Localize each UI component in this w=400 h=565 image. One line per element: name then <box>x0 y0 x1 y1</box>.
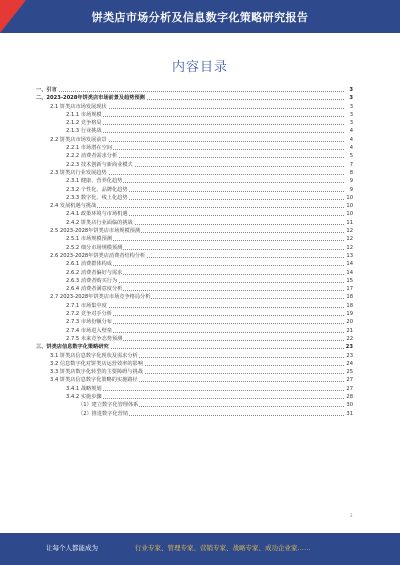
toc-entry-text: 2.7.5 未来竞争态势预测 <box>66 335 123 342</box>
toc-entry-text: 2.3.3 数字化、线上化趋势 <box>66 194 128 201</box>
toc-entry[interactable] <box>36 202 353 210</box>
toc-entry-text: 3.4.1 战略规划 <box>66 385 102 392</box>
toc-entry-page: 3 <box>349 87 353 93</box>
toc-entry-page: 13 <box>346 252 353 259</box>
toc-entry-text: 2.7.2 竞争对手分析 <box>66 311 112 318</box>
toc-entry-text: 3.4 饼类店信息数字化策略的实施路径 <box>50 377 138 384</box>
toc-entry[interactable] <box>36 86 353 94</box>
toc-entry[interactable] <box>36 127 353 135</box>
toc-entry[interactable] <box>36 360 353 368</box>
toc-entry[interactable] <box>36 219 353 227</box>
toc-entry[interactable] <box>36 393 353 401</box>
toc-entry-text: 2.2.2 消费者需求分析 <box>66 153 118 160</box>
toc-entry-page: 4 <box>349 136 353 143</box>
toc-entry-text: （1）建立数字化管理体系 <box>78 402 139 409</box>
toc-leader-dots <box>66 132 344 133</box>
toc-entry[interactable] <box>36 385 353 393</box>
toc-entry-text: 2.2.3 技术创新与新商业模式 <box>66 161 133 168</box>
toc-entry-page: 23 <box>345 344 353 351</box>
toc-entry-text: 2.1.3 行业挑战 <box>66 128 102 135</box>
toc-entry-page: 28 <box>346 393 353 400</box>
toc-entry-text: 2.1.2 竞争格局 <box>66 120 102 127</box>
toc-entry[interactable] <box>36 152 353 160</box>
toc-entry[interactable] <box>36 227 353 235</box>
toc-entry-page: 24 <box>346 360 353 367</box>
toc-entry-page: 21 <box>346 327 353 334</box>
toc-entry[interactable] <box>36 293 353 301</box>
page-number: 2 <box>350 513 353 518</box>
toc-entry[interactable] <box>36 260 353 268</box>
toc-entry-text: 一、引言 <box>36 87 57 93</box>
toc-entry-page: 10 <box>346 203 353 210</box>
toc-entry[interactable] <box>36 177 353 185</box>
toc-entry-text: （2）推进数字化营销 <box>78 410 128 417</box>
toc-entry-text: 2.4 发展机遇与挑战 <box>50 203 97 210</box>
toc-entry-page: 18 <box>346 302 353 309</box>
toc-entry-page: 4 <box>349 128 353 135</box>
toc-entry[interactable] <box>36 252 353 260</box>
toc-entry-text: 2.6 2023-2028年饼类店消费者结构分析 <box>50 252 146 259</box>
toc-entry-text: 2.4.2 饼类店行业面临的挑战 <box>66 219 133 226</box>
toc-entry-page: 17 <box>346 286 353 293</box>
toc-entry-text: 2.7.4 市场进入壁垒 <box>66 327 112 334</box>
toc-entry[interactable] <box>36 318 353 326</box>
toc-entry-page: 5 <box>349 153 353 160</box>
toc-entry-page: 19 <box>346 311 353 318</box>
toc-entry-page: 27 <box>346 385 353 392</box>
toc-entry-page: 3 <box>349 95 353 102</box>
toc-leader-dots <box>66 390 344 391</box>
toc-entry-page: 25 <box>346 369 353 376</box>
toc-entry[interactable] <box>36 376 353 384</box>
toc-entry-page: 3 <box>349 111 353 118</box>
toc-entry[interactable] <box>36 194 353 202</box>
footer-slogan: 让每个人都能成为 <box>46 544 98 552</box>
toc-entry[interactable] <box>36 94 353 102</box>
toc-leader-dots <box>66 398 344 399</box>
toc-entry-text: 3.1 饼类店信息数字化现状及需求分析 <box>50 352 138 359</box>
toc-entry[interactable] <box>36 186 353 194</box>
toc-entry[interactable] <box>36 302 353 310</box>
toc-entry-text: 2.5.1 市场规模预测 <box>66 236 112 243</box>
toc-entry-text: 三、饼类店信息数字化策略研究 <box>36 344 109 351</box>
toc-entry-page: 12 <box>346 228 353 235</box>
toc-entry-page: 3 <box>349 103 353 110</box>
toc-entry[interactable] <box>36 119 353 127</box>
toc-entry[interactable] <box>36 410 353 418</box>
toc-entry[interactable] <box>36 103 353 111</box>
toc-entry[interactable] <box>36 244 353 252</box>
toc-entry[interactable] <box>36 401 353 409</box>
toc-leader-dots <box>66 124 344 125</box>
toc-entry-text: 2.7.3 市场份额分布 <box>66 319 112 326</box>
toc-entry-page: 8 <box>349 169 353 176</box>
toc-entry-text: 2.6.2 消费者偏好与需求 <box>66 269 123 276</box>
toc-entry-page: 12 <box>346 244 353 251</box>
toc-entry-text: 2.5 2023-2028年饼类店市场规模预测 <box>50 228 141 235</box>
toc-entry[interactable] <box>36 277 353 285</box>
toc-entry-text: 2.6.1 消费群体构成 <box>66 261 112 268</box>
toc-entry[interactable] <box>36 327 353 335</box>
toc-entry[interactable] <box>36 343 353 351</box>
toc-entry-text: 2.4.1 政策环境与市场机遇 <box>66 211 128 218</box>
toc-entry[interactable] <box>36 161 353 169</box>
toc-entry-page: 9 <box>349 178 353 185</box>
toc-entry[interactable] <box>36 368 353 376</box>
toc-entry-page: 22 <box>346 335 353 342</box>
toc-entry-page: 31 <box>346 410 353 417</box>
toc-entry-page: 27 <box>346 377 353 384</box>
report-header <box>0 0 400 33</box>
footer-audience: 行业专家、管理专家、营销专家、战略专家、成功企业家…… <box>135 544 311 552</box>
toc-entry[interactable] <box>36 210 353 218</box>
toc-entry-page: 14 <box>346 269 353 276</box>
toc-leader-dots <box>66 116 344 117</box>
toc-entry-text: 2.7 2023-2028年饼类店市场竞争格局分析 <box>50 294 151 301</box>
toc-entry-text: 2.5.2 细分市场规模预测 <box>66 244 123 251</box>
toc-entry-text: 2.3.1 健康、营养化趋势 <box>66 178 123 185</box>
toc-entry-text: 3.4.2 实施步骤 <box>66 393 102 400</box>
report-title: 饼类店市场分析及信息数字化策略研究报告 <box>91 11 309 24</box>
toc-entry-page: 14 <box>346 261 353 268</box>
toc-title: 内容目录 <box>171 60 228 75</box>
toc-entry[interactable] <box>36 269 353 277</box>
toc-entry[interactable] <box>36 111 353 119</box>
toc-entry-text: 3.3 饼类店数字化转型的主要障碍与挑战 <box>50 369 143 376</box>
toc-entry-page: 7 <box>349 161 353 168</box>
toc-entry-page: 9 <box>349 186 353 193</box>
toc-entry[interactable] <box>36 235 353 243</box>
toc-entry-text: 2.3 饼类店行业发展趋势 <box>50 169 107 176</box>
toc-entry[interactable] <box>36 285 353 293</box>
toc-entry[interactable] <box>36 136 353 144</box>
toc-entry[interactable] <box>36 352 353 360</box>
toc-entry-page: 3 <box>349 120 353 127</box>
toc-entry-text: 3.2 信息数字化对饼类店运营效率的影响 <box>50 360 143 367</box>
toc-entry-text: 二、2023-2028年饼类店市场前景及趋势预测 <box>36 95 145 102</box>
toc-entry-page: 10 <box>346 194 353 201</box>
toc-leader-dots <box>36 91 344 92</box>
toc-entry-page: 18 <box>346 294 353 301</box>
toc-entry-text: 2.6.3 消费者购买行为 <box>66 277 118 284</box>
toc-entry[interactable] <box>36 144 353 152</box>
table-of-contents <box>36 86 353 418</box>
report-footer <box>0 533 400 565</box>
toc-entry-page: 10 <box>346 211 353 218</box>
toc-entry-page: 23 <box>346 352 353 359</box>
toc-entry-text: 2.2.1 市场潜在空间 <box>66 145 112 152</box>
toc-entry[interactable] <box>36 335 353 343</box>
toc-entry-text: 2.7.1 市场集中度 <box>66 302 107 309</box>
toc-entry-text: 2.6.4 消费者满意度分析 <box>66 286 123 293</box>
toc-entry[interactable] <box>36 310 353 318</box>
toc-entry-page: 20 <box>346 319 353 326</box>
toc-entry-text: 2.1 饼类店市场发展现状 <box>50 103 107 110</box>
toc-entry-text: 2.3.2 个性化、品牌化趋势 <box>66 186 128 193</box>
toc-entry[interactable] <box>36 169 353 177</box>
toc-entry-page: 30 <box>346 402 353 409</box>
toc-entry-text: 2.1.1 市场规模 <box>66 111 102 118</box>
toc-entry-page: 4 <box>349 145 353 152</box>
toc-entry-page: 15 <box>346 277 353 284</box>
toc-entry-page: 11 <box>346 219 353 226</box>
toc-entry-page: 12 <box>346 236 353 243</box>
toc-entry-text: 2.2 饼类店市场发展前景 <box>50 136 107 143</box>
